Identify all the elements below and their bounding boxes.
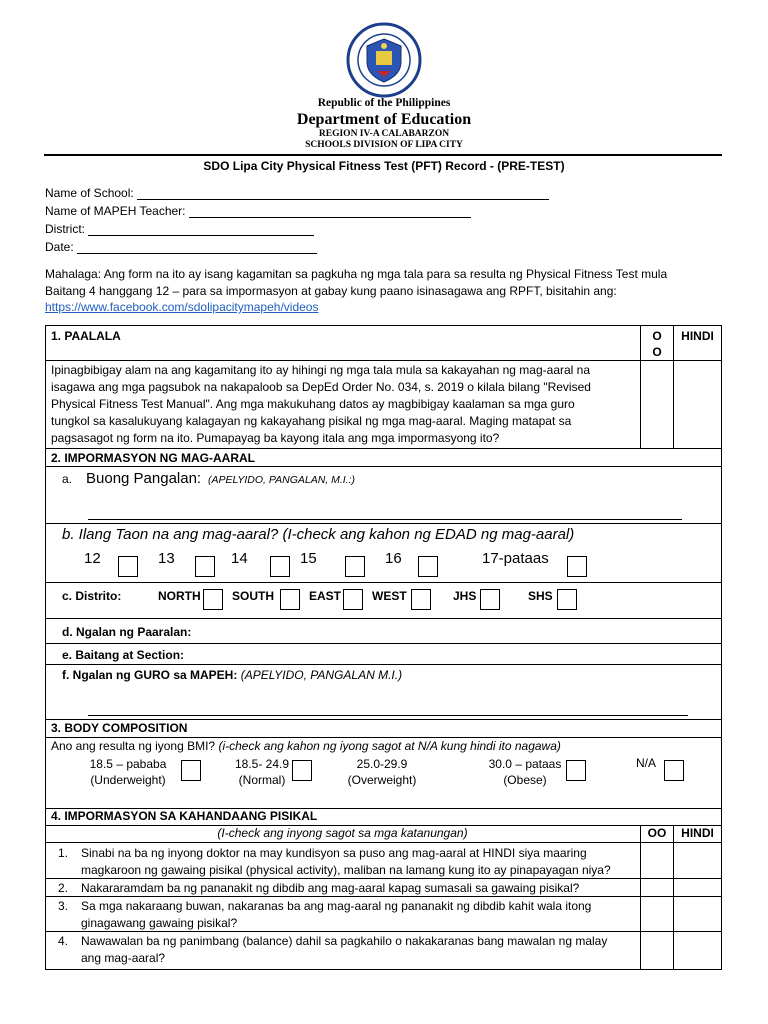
s2-top-divider xyxy=(45,448,722,449)
bmi-label: (Obese) xyxy=(503,773,547,787)
deped-seal xyxy=(346,22,422,98)
school-name-input[interactable] xyxy=(200,620,718,642)
form-title: SDO Lipa City Physical Fitness Test (PFT) Record - (PRE-TEST) xyxy=(203,159,565,173)
district-checkbox-north[interactable] xyxy=(203,589,223,610)
bmi-option-overweight xyxy=(342,756,422,788)
bmi-label: (Overweight) xyxy=(347,773,417,787)
s2d-label: d. Ngalan ng Paaralan: xyxy=(62,625,192,639)
age-label: 16 xyxy=(385,550,402,567)
question-line: magkaroon ng gawaing pisikal (physical activity), maliban na lamang kung ito ay pinapayagan niya? xyxy=(81,862,611,877)
age-checkbox-16[interactable] xyxy=(418,556,438,577)
question-line: Nakararamdam ba ng pananakit ng dibdib ang mag-aaral kapag sumasali sa gawaing pisikal? xyxy=(81,881,580,895)
s4-col-oo: OO xyxy=(647,826,667,840)
age-option-17[interactable] xyxy=(482,550,549,567)
bmi-checkbox-underweight[interactable] xyxy=(181,760,201,781)
s2c-label: c. Distrito: xyxy=(62,589,122,603)
s2b-hint: (I-check ang kahon ng EDAD ng mag-aaral) xyxy=(282,526,575,543)
s1-header-divider xyxy=(45,360,722,361)
s3-question: Ano ang resulta ng iyong BMI? xyxy=(51,739,216,753)
q1-number: 1. xyxy=(58,846,69,860)
district-shs: SHS xyxy=(528,589,553,603)
s2f-row xyxy=(62,668,402,682)
teacher-field[interactable] xyxy=(45,204,471,218)
question-line: ang mag-aaral? xyxy=(81,950,166,965)
q4-text xyxy=(81,933,641,966)
age-checkbox-13[interactable] xyxy=(195,556,215,577)
question-line: Sinabi na ba ng inyong doktor na may kundisyon sa puso ang mag-aaral at HINDI siya maaring xyxy=(81,846,587,860)
school-field[interactable] xyxy=(45,186,549,200)
age-checkbox-12[interactable] xyxy=(118,556,138,577)
district-input-line[interactable] xyxy=(88,223,314,236)
s2a-divider xyxy=(45,523,722,524)
age-label: 15 xyxy=(300,550,317,567)
age-option-12[interactable] xyxy=(84,550,101,567)
school-input-line[interactable] xyxy=(137,187,549,200)
age-option-14[interactable] xyxy=(231,550,248,567)
district-label: District: xyxy=(45,222,85,236)
s2a-hint: (APELYIDO, PANGALAN, M.I.:) xyxy=(208,474,356,486)
grade-section-input[interactable] xyxy=(200,645,718,664)
age-label: 13 xyxy=(158,550,175,567)
s2e-divider xyxy=(45,664,722,665)
age-label: 17-pataas xyxy=(482,550,549,567)
age-label: 14 xyxy=(231,550,248,567)
s2c-divider xyxy=(45,618,722,619)
q1-divider xyxy=(45,878,722,879)
notice xyxy=(45,266,735,316)
q2-number: 2. xyxy=(58,881,69,895)
s1-col-oo: O O xyxy=(652,329,662,359)
district-checkbox-jhs[interactable] xyxy=(480,589,500,610)
bmi-checkbox-normal[interactable] xyxy=(292,760,312,781)
age-option-13[interactable] xyxy=(158,550,175,567)
q3-text xyxy=(81,898,641,931)
bmi-option-normal xyxy=(222,756,302,788)
s3-hint: (i-check ang kahon ng iyong sagot at N/A kung hindi ito nagawa) xyxy=(218,739,561,753)
table-top-border xyxy=(45,325,722,326)
mapeh-teacher-input-line[interactable] xyxy=(88,715,688,716)
date-label: Date: xyxy=(45,240,74,254)
s1-col-hindi: HINDI xyxy=(681,329,714,343)
teacher-label: Name of MAPEH Teacher: xyxy=(45,204,186,218)
s1-body-line: pagsasagot ng form na ito. Pumapayag ba kayong itala ang mga impormasyong ito? xyxy=(51,431,500,445)
district-east: EAST xyxy=(309,589,342,603)
s4-instruction: (I-check ang inyong sagot sa mga katanungan) xyxy=(217,826,468,840)
q3-oo-cell[interactable] xyxy=(641,897,673,931)
district-checkbox-shs[interactable] xyxy=(557,589,577,610)
q1-hindi-cell[interactable] xyxy=(674,843,721,878)
age-option-16[interactable] xyxy=(385,550,402,567)
s1-body-line: Ipinagbibigay alam na ang kagamitang ito ay hihingi ng mga tala mula sa kakayahan ng mag-aaral na xyxy=(51,363,591,377)
s2b-question: b. Ilang Taon na ang mag-aaral? xyxy=(62,526,279,543)
s1-body-line: tungkol sa kasalukuyang kalagayan ng kakayahang pisikal ng mga mag-aaral. Maging matapat sa xyxy=(51,414,572,428)
age-checkbox-17[interactable] xyxy=(567,556,587,577)
s1-body-line: Physical Fitness Test Manual". Ang mga makukuhang datos ay magbibigay kaalaman sa mga guro xyxy=(51,397,575,411)
s1-oo-checkbox-cell[interactable] xyxy=(641,361,673,448)
bmi-label: (Underweight) xyxy=(90,773,166,787)
question-line: Nawawalan ba ng panimbang (balance) dahil sa pagkahilo o nakakaranas bang mawalan ng malay xyxy=(81,934,608,948)
age-label: 12 xyxy=(84,550,101,567)
s1-body-line: isagawa ang mga pagsubok na nakapaloob sa DepEd Order No. 034, s. 2019 o kilala bilang "Revised xyxy=(51,380,591,394)
district-field[interactable] xyxy=(45,222,314,236)
bmi-range: 18.5 – pababa xyxy=(89,757,167,771)
s1-hindi-checkbox-cell[interactable] xyxy=(674,361,721,448)
district-west: WEST xyxy=(372,589,407,603)
s1-heading: 1. PAALALA xyxy=(51,329,121,343)
notice-line-1: Mahalaga: Ang form na ito ay isang kagamitan sa pagkuha ng mga tala para sa resulta ng Physical Fitness Test mula xyxy=(45,267,668,281)
q3-divider xyxy=(45,931,722,932)
question-line: ginagawang gawaing pisikal? xyxy=(81,915,238,930)
district-jhs: JHS xyxy=(453,589,477,603)
teacher-input-line[interactable] xyxy=(189,205,471,218)
table-right-border xyxy=(721,325,722,970)
date-input-line[interactable] xyxy=(77,241,317,254)
s3-top-divider xyxy=(45,719,722,720)
s1-body xyxy=(51,362,641,447)
date-field[interactable] xyxy=(45,240,317,254)
full-name-input-line[interactable] xyxy=(88,519,682,520)
s2-heading: 2. IMPORMASYON NG MAG-AARAL xyxy=(51,451,255,465)
bmi-checkbox-na[interactable] xyxy=(664,760,684,781)
q3-number: 3. xyxy=(58,899,69,913)
videos-link[interactable]: https://www.facebook.com/sdolipacitymapeh/videos xyxy=(45,300,319,314)
q3-hindi-cell[interactable] xyxy=(674,897,721,931)
s2a-letter: a. xyxy=(62,472,73,486)
s4-heading: 4. IMPORMASYON SA KAHANDAANG PISIKAL xyxy=(51,809,318,823)
s2b-divider xyxy=(45,582,722,583)
s2a-label: Buong Pangalan: xyxy=(86,470,202,487)
district-north: NORTH xyxy=(158,589,201,603)
district-south: SOUTH xyxy=(232,589,274,603)
q2-hindi-cell[interactable] xyxy=(674,879,721,896)
q2-text xyxy=(81,880,641,897)
table-left-border xyxy=(45,325,46,970)
question-line: Sa mga nakaraang buwan, nakaranas ba ang mag-aaral ng pananakit ng dibdib kahit wala itong xyxy=(81,899,592,913)
district-checkbox-south[interactable] xyxy=(280,589,300,610)
q4-number: 4. xyxy=(58,934,69,948)
s3-heading-divider xyxy=(45,737,722,738)
s2f-label: f. Ngalan ng GURO sa MAPEH: xyxy=(62,668,238,682)
bmi-range: 30.0 – pataas xyxy=(488,757,562,771)
bmi-range: 18.5- 24.9 xyxy=(234,757,290,771)
s2-heading-divider xyxy=(45,466,722,467)
bmi-na-label: N/A xyxy=(636,756,657,770)
notice-line-2: Baitang 4 hanggang 12 – para sa impormasyon at gabay kung paano isinasagawa ang RPFT, bisitahin ang: xyxy=(45,283,617,298)
q1-text xyxy=(81,845,641,878)
age-option-15[interactable] xyxy=(300,550,317,567)
bmi-option-obese xyxy=(480,756,570,788)
q2-divider xyxy=(45,896,722,897)
bmi-checkbox-obese[interactable] xyxy=(566,760,586,781)
school-label: Name of School: xyxy=(45,186,134,200)
region-line: REGION IV-A CALABARZON xyxy=(318,129,450,139)
district-checkbox-west[interactable] xyxy=(411,589,431,610)
s4-subheader-divider xyxy=(45,842,722,843)
s2d-divider xyxy=(45,643,722,644)
s3-question-row xyxy=(51,739,561,753)
bmi-range: 25.0-29.9 xyxy=(356,757,408,771)
s2b-label xyxy=(62,526,574,543)
department-title: Department of Education xyxy=(296,111,472,128)
s4-col-hindi: HINDI xyxy=(681,826,714,840)
age-checkbox-15[interactable] xyxy=(345,556,365,577)
division-line: SCHOOLS DIVISION OF LIPA CITY xyxy=(305,140,463,150)
q2-oo-cell[interactable] xyxy=(641,879,673,896)
header-divider xyxy=(44,154,722,156)
age-checkbox-14[interactable] xyxy=(270,556,290,577)
bmi-label: (Normal) xyxy=(238,773,286,787)
s2f-hint: (APELYIDO, PANGALAN M.I.) xyxy=(240,668,403,682)
bmi-option-underweight xyxy=(78,756,178,788)
district-checkbox-east[interactable] xyxy=(343,589,363,610)
table-bottom-border xyxy=(45,969,722,970)
q1-oo-cell[interactable] xyxy=(641,843,673,878)
s2e-label: e. Baitang at Section: xyxy=(62,648,185,662)
s3-heading: 3. BODY COMPOSITION xyxy=(51,721,188,735)
q4-hindi-cell[interactable] xyxy=(674,932,721,969)
republic-line: Republic of the Philippines xyxy=(317,97,451,109)
q4-oo-cell[interactable] xyxy=(641,932,673,969)
